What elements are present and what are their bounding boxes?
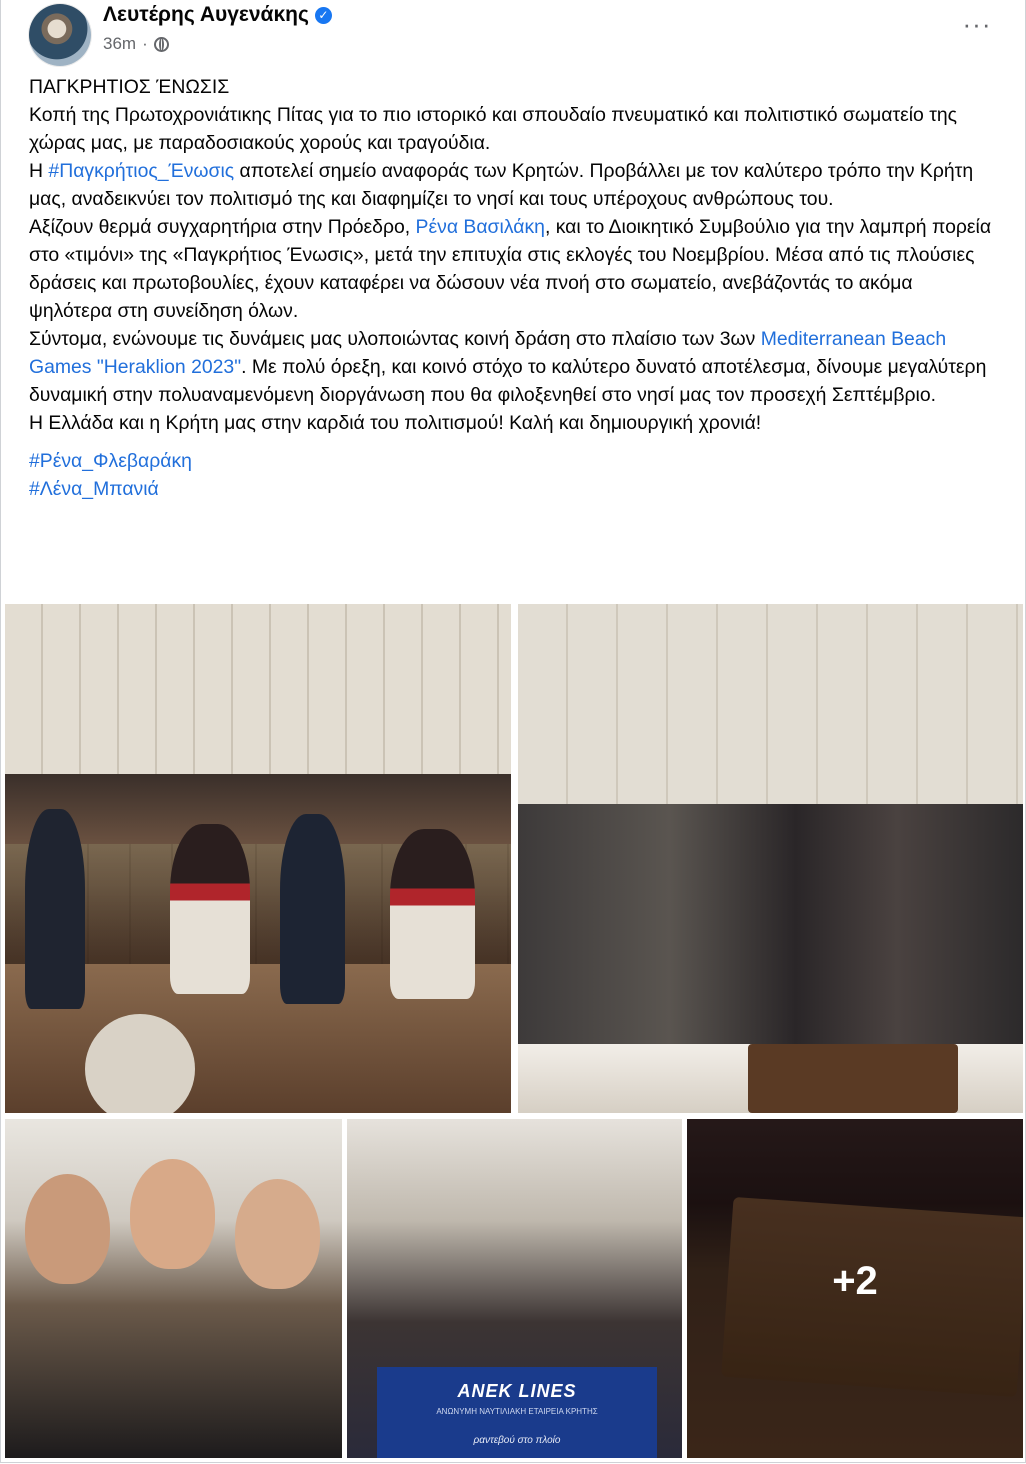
post-link[interactable]: Ρένα Βασιλάκη: [415, 216, 545, 238]
dancer-figure: [280, 814, 345, 1004]
photo-ceiling: [518, 604, 1023, 804]
verified-badge-icon: ✓: [315, 7, 332, 24]
photo-cake-closeup[interactable]: [687, 1119, 1023, 1458]
post-text-segment: Κοπή της Πρωτοχρονιάτικης Πίτας για το πιο ιστορικό και σπουδαίο πνευματικό και πολιτιστικό σωματείο της χώρας μας, με παραδοσιακούς χορούς και τραγούδια.: [29, 104, 958, 154]
author-name[interactable]: Λευτέρης Αυγενάκης: [103, 3, 309, 26]
post-paragraph: [29, 73, 999, 101]
post-text-segment: Σύντομα, ενώνουμε τις δυνάμεις μας υλοποιώντας κοινή δράση στο πλαίσιο των 3ων: [29, 328, 761, 350]
dancer-figure: [390, 829, 475, 999]
post-meta: [103, 34, 169, 54]
banner-title: ANEK LINES: [457, 1381, 577, 1401]
photo-face: [25, 1174, 110, 1284]
post-text-segment: αποτελεί σημείο αναφοράς των Κρητών. Προβάλλει με τον καλύτερο τρόπο την Κρήτη μας, αναδεικνύει τον πολιτισμό της και διαφημίζει το νησί και τους υπέροχους ανθρώπους του.: [29, 160, 974, 210]
more-options-button[interactable]: ···: [962, 9, 992, 39]
post-timestamp[interactable]: 36m: [103, 34, 137, 53]
post-text-segment: Η Ελλάδα και η Κρήτη μας στην καρδιά του πολιτισμού! Καλή και δημιουργική χρονιά!: [29, 412, 762, 434]
post-text-segment: , και το Διοικητικό Συμβούλιο για την λαμπρή πορεία στο «τιμόνι» της «Παγκρήτιος Ένωσις», μετά την επιτυχία στις εκλογές του Νοεμβρίου. Μέσα από τις πλούσιες δράσεις και πρωτοβουλίες, έχουν καταφέρει να δώσουν νέα πνοή στο σωματείο, ανεβάζοντάς το ακόμα ψηλότερα στη συνείδηση όλων.: [29, 216, 992, 322]
post-link[interactable]: #Παγκρήτιος_Ένωσις: [48, 160, 235, 182]
post-paragraph: [29, 325, 999, 409]
photo-dancers[interactable]: [5, 604, 511, 1113]
photo-ceiling: [5, 604, 511, 774]
photo-cake: [748, 1044, 958, 1113]
photo-cake-cutting[interactable]: [518, 604, 1023, 1113]
globe-icon[interactable]: [154, 37, 169, 52]
post-paragraph: [29, 213, 999, 325]
more-photos-count[interactable]: +2: [832, 1259, 878, 1303]
dancer-figure: [25, 809, 85, 1009]
hashtag-link[interactable]: #Ρένα_Φλεβαράκη: [29, 450, 192, 472]
photo-three-women[interactable]: [5, 1119, 342, 1458]
spectator-figure: [85, 1014, 195, 1113]
banner-footer: ραντεβού στο πλοίο: [473, 1435, 561, 1446]
hashtag-link[interactable]: #Λένα_Μπανιά: [29, 478, 159, 500]
post-link[interactable]: Mediterranean Beach Games "Heraklion 2023": [29, 328, 947, 378]
photo-crowd: [518, 804, 1023, 1054]
dancer-figure: [170, 824, 250, 994]
post-paragraph: [29, 409, 999, 437]
banner-subtitle: ΑΝΩΝΥΜΗ ΝΑΥΤΙΛΙΑΚΗ ΕΤΑΙΡΕΙΑ ΚΡΗΤΗΣ: [436, 1407, 598, 1416]
photo-blessing[interactable]: [347, 1119, 682, 1458]
post-text-segment: Η: [29, 160, 49, 182]
post-paragraph: [29, 101, 999, 157]
post-text-segment: Αξίζουν θερμά συγχαρητήρια στην Πρόεδρο,: [29, 216, 416, 238]
photo-face: [130, 1159, 215, 1269]
photo-face: [235, 1179, 320, 1289]
hashtag-list: [29, 447, 999, 503]
post-text-segment: ΠΑΓΚΡΗΤΙΟΣ ΈΝΩΣΙΣ: [29, 76, 230, 98]
post-text-segment: . Με πολύ όρεξη, και κοινό στόχο το καλύτερο δυνατό αποτέλεσμα, δίνουμε μεγαλύτερη δυναμική στην πολυαναμενόμενη διοργάνωση που θα φιλοξενηθεί στο νησί μας τον προσεχή Σεπτέμβριο.: [29, 356, 987, 406]
author-avatar[interactable]: [29, 4, 91, 66]
post-text: [29, 73, 999, 503]
post-paragraph: [29, 157, 999, 213]
anek-lines-banner: [377, 1367, 657, 1458]
author-name-row[interactable]: [103, 3, 332, 27]
meta-separator: ·: [142, 34, 148, 53]
